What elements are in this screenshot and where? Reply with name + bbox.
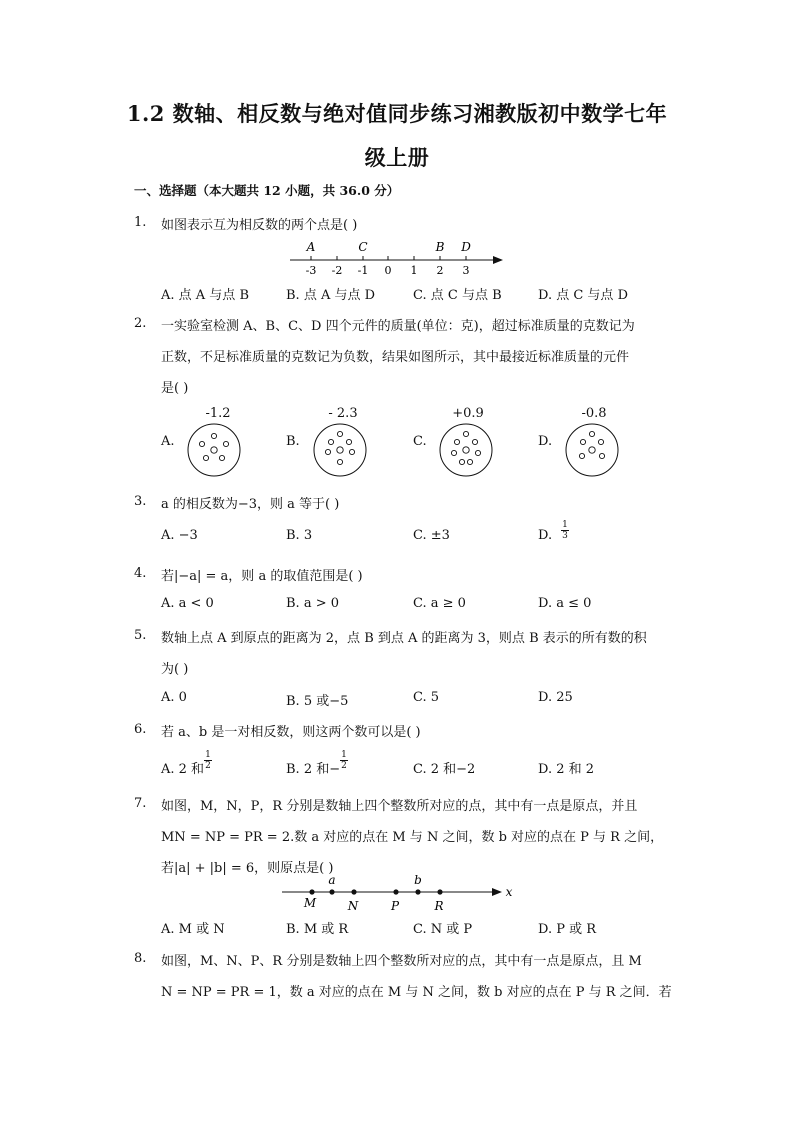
question-text: a 的相反数为−3，则 a 等于( ) bbox=[161, 497, 340, 512]
option-b: B. 3 bbox=[286, 528, 313, 543]
option-c: C. ±3 bbox=[413, 528, 450, 543]
question-text: 若 a、b 是一对相反数，则这两个数可以是( ) bbox=[161, 725, 421, 740]
question-text: 若|−a| = a，则 a 的取值范围是( ) bbox=[161, 569, 363, 584]
point-label-c: C bbox=[358, 240, 368, 254]
component-a-diagram bbox=[186, 422, 242, 478]
option-d: D. 25 bbox=[538, 690, 573, 705]
option-d: D. 2 和 2 bbox=[538, 762, 595, 777]
question-number: 2. bbox=[134, 316, 147, 331]
question-text: MN = NP = PR = 2.数 a 对应的点在 M 与 N 之间，数 b 对应的点在 P 与 R 之间， bbox=[161, 830, 664, 845]
label-p: P bbox=[390, 899, 400, 913]
component-value: -1.2 bbox=[205, 406, 231, 421]
question-text: 一实验室检测 A、B、C、D 四个元件的质量(单位：克)，超过标准质量的克数记为 bbox=[161, 319, 635, 334]
component-b-diagram bbox=[312, 422, 368, 478]
fraction-one-third: 1 3 bbox=[562, 520, 568, 541]
component-value: +0.9 bbox=[452, 406, 484, 421]
option-b: B. a > 0 bbox=[286, 596, 339, 611]
question-number: 6. bbox=[134, 722, 147, 737]
section-heading: 一、选择题（本大题共 12 小题，共 36.0 分） bbox=[134, 183, 400, 198]
question-text: 数轴上点 A 到原点的距离为 2，点 B 到点 A 的距离为 3，则点 B 表示的所有数的积 bbox=[161, 631, 647, 646]
question-text: 如图，M，N，P，R 分别是数轴上四个整数所对应的点，其中有一点是原点，并且 bbox=[161, 799, 638, 814]
component-c-diagram bbox=[438, 422, 494, 478]
tick-label: -3 bbox=[305, 264, 317, 277]
question-text: 如图，M、N、P、R 分别是数轴上四个整数所对应的点，其中有一点是原点，且 M bbox=[161, 954, 642, 969]
question-text: 若|a| + |b| = 6，则原点是( ) bbox=[161, 861, 334, 876]
question-number: 4. bbox=[134, 566, 147, 581]
tick-label: -2 bbox=[331, 264, 343, 277]
tick-label: 3 bbox=[462, 264, 470, 277]
question-text: 如图表示互为相反数的两个点是( ) bbox=[161, 218, 358, 233]
question-number: 3. bbox=[134, 494, 147, 509]
point-label-b: B bbox=[435, 240, 445, 254]
question-number: 5. bbox=[134, 628, 147, 643]
option-d: D. bbox=[538, 528, 553, 543]
axis-label-x: x bbox=[505, 885, 513, 899]
option-c: C. bbox=[413, 434, 427, 449]
option-b: B. 点 A 与点 D bbox=[286, 288, 376, 303]
option-a: A. a < 0 bbox=[161, 596, 214, 611]
page-title: 1.2 数轴、相反数与绝对值同步练习湘教版初中数学七年 bbox=[126, 101, 668, 126]
option-c: C. 点 C 与点 B bbox=[413, 288, 502, 303]
question-text: 正数，不足标准质量的克数记为负数，结果如图所示，其中最接近标准质量的元件 bbox=[161, 350, 630, 365]
tick-label: 2 bbox=[436, 264, 444, 277]
question-text: 是( ) bbox=[161, 381, 189, 396]
q1-number-line bbox=[285, 238, 510, 278]
question-number: 8. bbox=[134, 951, 147, 966]
question-number: 7. bbox=[134, 796, 147, 811]
option-a: A. −3 bbox=[161, 528, 198, 543]
option-a: A. 点 A 与点 B bbox=[161, 288, 249, 303]
option-a: A. 0 bbox=[161, 690, 187, 705]
point-label-a: A bbox=[306, 240, 316, 254]
fraction-one-half: 1 2 bbox=[341, 750, 347, 771]
component-d-diagram bbox=[564, 422, 620, 478]
label-b: b bbox=[414, 874, 422, 887]
option-a: A. M 或 N bbox=[161, 922, 225, 937]
option-b: B. 5 或−5 bbox=[286, 694, 349, 709]
tick-label: 0 bbox=[384, 264, 392, 277]
option-d: D. bbox=[538, 434, 553, 449]
option-d: D. P 或 R bbox=[538, 922, 597, 937]
page-title-continued: 级上册 bbox=[364, 145, 430, 170]
option-b: B. 2 和− bbox=[286, 762, 341, 777]
question-text: 为( ) bbox=[161, 662, 189, 677]
option-b: B. M 或 R bbox=[286, 922, 349, 937]
component-value: -0.8 bbox=[581, 406, 607, 421]
point-label-d: D bbox=[461, 240, 471, 254]
option-a: A. bbox=[161, 434, 175, 449]
question-number: 1. bbox=[134, 215, 147, 230]
option-c: C. N 或 P bbox=[413, 922, 473, 937]
label-n: N bbox=[347, 899, 359, 913]
tick-label: -1 bbox=[357, 264, 369, 277]
option-b: B. bbox=[286, 434, 300, 449]
option-d: D. 点 C 与点 D bbox=[538, 288, 628, 303]
component-value: - 2.3 bbox=[328, 406, 358, 421]
option-a: A. 2 和 bbox=[161, 762, 205, 777]
option-c: C. 2 和−2 bbox=[413, 762, 476, 777]
label-a: a bbox=[328, 874, 336, 887]
label-r: R bbox=[434, 899, 444, 913]
question-text: N = NP = PR = 1，数 a 对应的点在 M 与 N 之间，数 b 对应的点在 P 与 R 之间．若 bbox=[161, 985, 672, 1000]
option-c: C. 5 bbox=[413, 690, 440, 705]
option-c: C. a ≥ 0 bbox=[413, 596, 466, 611]
fraction-one-half: 1 2 bbox=[205, 750, 211, 771]
q7-number-line bbox=[278, 874, 518, 916]
tick-label: 1 bbox=[410, 264, 418, 277]
label-m: M bbox=[303, 896, 317, 910]
option-d: D. a ≤ 0 bbox=[538, 596, 592, 611]
